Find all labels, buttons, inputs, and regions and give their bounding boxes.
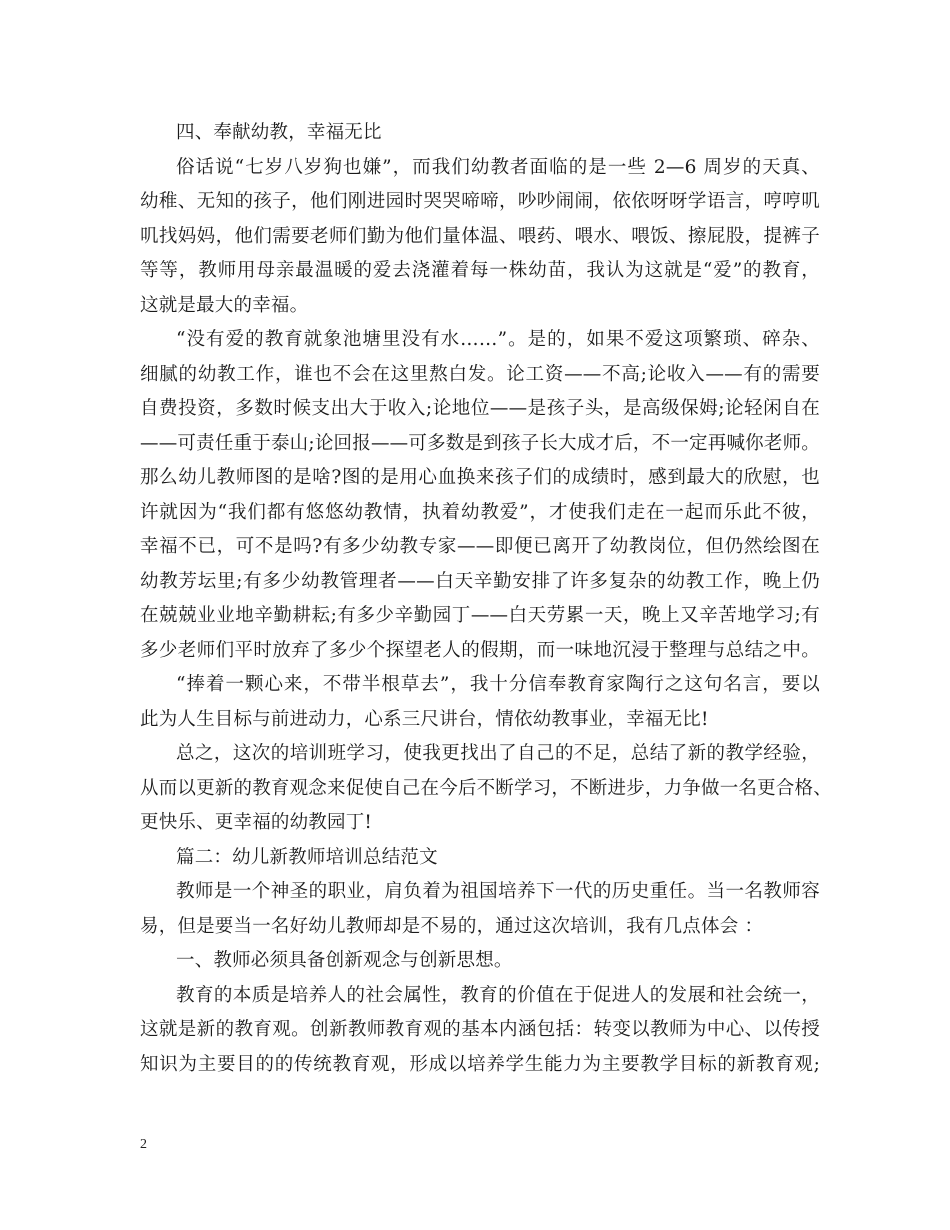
paragraph-line: 那么幼儿教师图的是啥?图的是用心血换来孩子们的成绩时，感到最大的欣慰，也 [140,467,820,488]
paragraph-line: 细腻的幼教工作，谁也不会在这里熬白发。论工资——不高;论收入——有的需要 [140,363,820,385]
paragraph-line: 多少老师们平时放弃了多少个探望老人的假期，而一味地沉浸于整理与总结之中。 [140,639,820,661]
paragraph-line: 这就是新的教育观。创新教师教育观的基本内涵包括：转变以教师为中心、以传授 [140,1019,820,1040]
paragraph-line: 俗话说“七岁八岁狗也嫌”，而我们幼教者面临的是一些 2—6 周岁的天真、 [176,156,820,178]
paragraph-line: 在兢兢业业地辛勤耕耘;有多少辛勤园丁——白天劳累一天，晚上又辛苦地学习;有 [140,605,820,626]
paragraph-line: 等等，教师用母亲最温暖的爱去浇灌着每一株幼苗，我认为这就是“爱”的教育， [140,260,820,281]
paragraph-line: 教师是一个神圣的职业，肩负着为祖国培养下一代的历史重任。当一名教师容 [176,881,820,902]
paragraph-line: 知识为主要目的的传统教育观，形成以培养学生能力为主要教学目标的新教育观; [140,1053,820,1075]
paragraph-line: “没有爱的教育就象池塘里没有水……”。是的，如果不爱这项繁琐、碎杂、 [176,329,820,350]
paragraph-line: 幼稚、无知的孩子，他们刚进园时哭哭啼啼，吵吵闹闹，依依呀呀学语言，哼哼叽 [140,191,820,212]
document-body [140,116,832,1082]
paragraph-line: 更快乐、更幸福的幼教园丁! [140,812,373,833]
paragraph-line: 此为人生目标与前进动力，心系三尺讲台，情依幼教事业，幸福无比! [140,708,709,730]
paragraph-line: 这就是最大的幸福。 [140,294,309,316]
page-number: 2 [140,1137,147,1152]
article-heading: 篇二：幼儿新教师培训总结范文 [176,846,438,868]
paragraph-line: 叽找妈妈，他们需要老师们勤为他们量体温、喂药、喂水、喂饭、擦屁股，提裤子 [140,225,820,247]
paragraph-line: 教育的本质是培养人的社会属性，教育的价值在于促进人的发展和社会统一， [176,984,820,1006]
paragraph-line: “捧着一颗心来，不带半根草去”，我十分信奉教育家陶行之这句名言，要以 [176,674,820,695]
section-heading: 一、教师必须具备创新观念与创新思想。 [176,950,513,971]
paragraph-line: 幼教芳坛里;有多少幼教管理者——白天辛勤安排了许多复杂的幼教工作，晚上仍 [140,570,820,592]
paragraph-line: 总之，这次的培训班学习，使我更找出了自己的不足，总结了新的教学经验， [176,743,820,764]
paragraph-line: 自费投资，多数时候支出大于收入;论地位——是孩子头，是高级保姆;论轻闲自在 [140,398,820,419]
section-heading: 四、奉献幼教，幸福无比 [176,122,382,143]
paragraph-line: ——可责任重于泰山;论回报——可多数是到孩子长大成才后，不一定再喊你老师。 [140,432,820,454]
paragraph-line: 易，但是要当一名好幼儿教师却是不易的，通过这次培训，我有几点体会 ： [140,915,764,937]
paragraph-line: 幸福不已，可不是吗?有多少幼教专家——即便已离开了幼教岗位，但仍然绘图在 [140,536,820,557]
paragraph-line: 从而以更新的教育观念来促使自己在今后不断学习，不断进步，力争做一名更合格、 [140,777,832,799]
paragraph-line: 许就因为“我们都有悠悠幼教情，执着幼教爱”，才使我们走在一起而乐此不彼， [140,501,820,523]
